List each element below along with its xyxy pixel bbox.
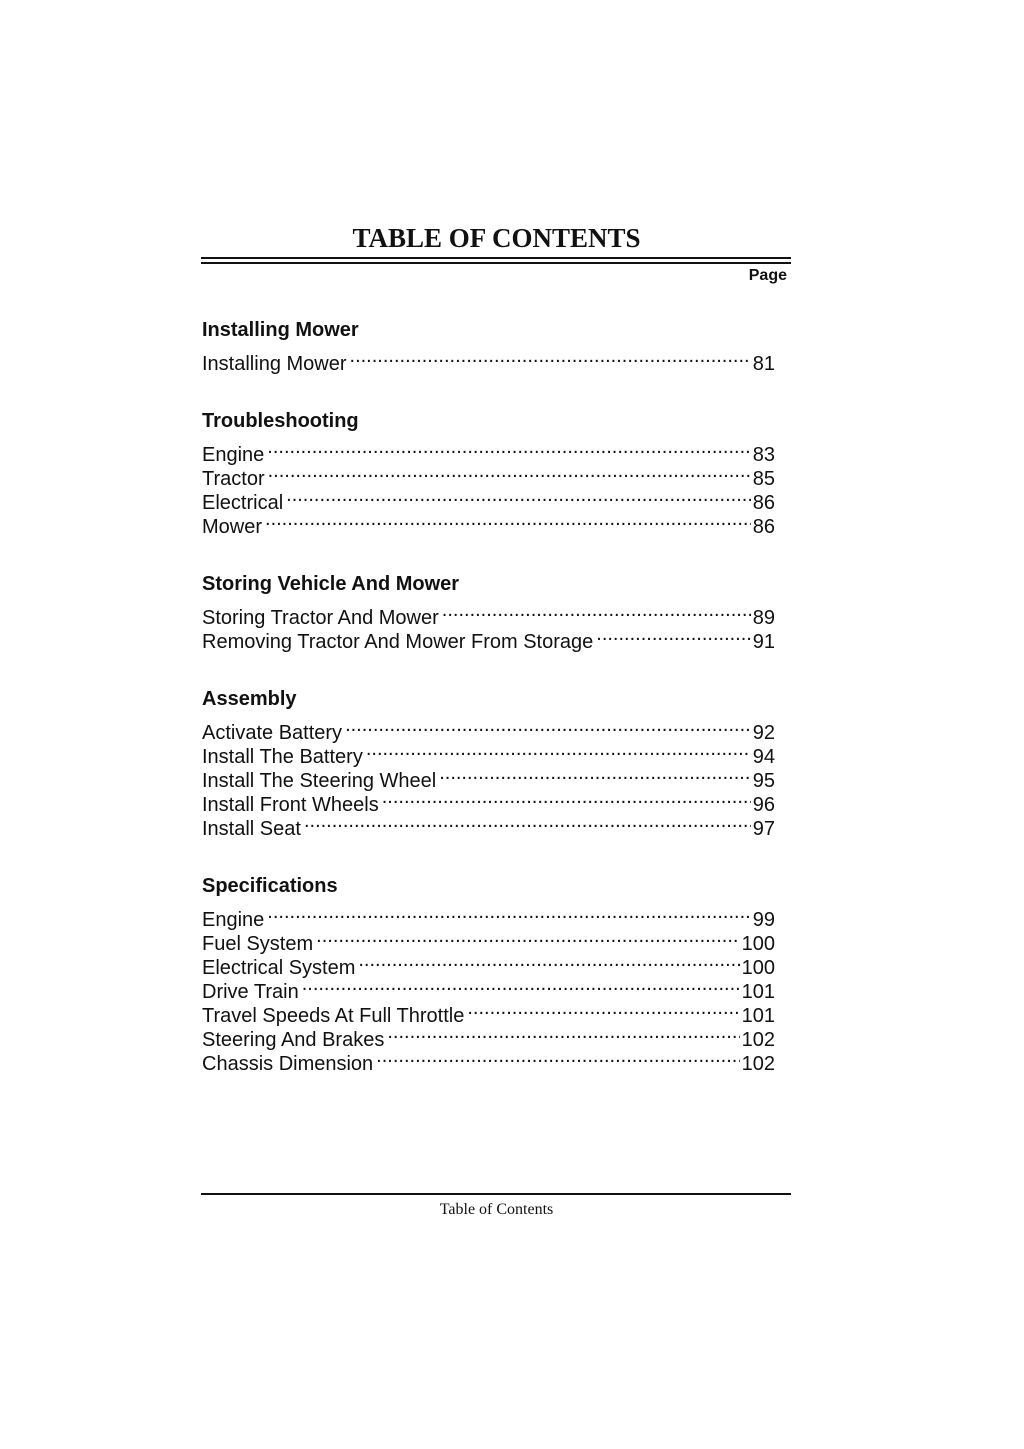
entry-page-number: 92 [752, 722, 775, 744]
dot-leader [302, 974, 740, 998]
section-heading: Installing Mower [202, 319, 359, 341]
toc-entry[interactable] [202, 346, 775, 375]
entry-page-number: 83 [752, 444, 775, 466]
entry-page-number: 102 [741, 1053, 775, 1075]
dot-leader [439, 763, 751, 787]
entry-label: Electrical [202, 492, 284, 514]
entry-page-number: 101 [741, 1005, 775, 1027]
entry-label: Electrical System [202, 957, 356, 979]
dot-leader [286, 485, 751, 509]
dot-leader [366, 739, 751, 763]
entry-label: Install Front Wheels [202, 794, 379, 816]
entry-page-number: 101 [741, 981, 775, 1003]
dot-leader [467, 998, 739, 1022]
toc-section [202, 683, 775, 840]
dot-leader [265, 509, 751, 533]
section-heading: Troubleshooting [202, 410, 359, 432]
entry-label: Tractor [202, 468, 265, 490]
entry-label: Storing Tractor And Mower [202, 607, 439, 629]
title-double-rule [201, 257, 791, 264]
dot-leader [304, 811, 751, 835]
toc-entry[interactable] [202, 485, 775, 514]
dot-leader [316, 926, 739, 950]
toc-list [202, 314, 775, 1105]
entry-page-number: 102 [741, 1029, 775, 1051]
entry-label: Mower [202, 516, 263, 538]
dot-leader [268, 461, 751, 485]
dot-leader [376, 1046, 739, 1070]
entry-label: Steering And Brakes [202, 1029, 385, 1051]
entry-page-number: 81 [752, 353, 775, 375]
toc-entry[interactable] [202, 461, 775, 490]
entry-page-number: 85 [752, 468, 775, 490]
entry-page-number: 100 [741, 957, 775, 979]
entry-page-number: 96 [752, 794, 775, 816]
dot-leader [350, 346, 751, 370]
toc-section [202, 870, 775, 1075]
dot-leader [387, 1022, 739, 1046]
entry-label: Removing Tractor And Mower From Storage [202, 631, 594, 653]
toc-section [202, 405, 775, 538]
dot-leader [596, 624, 750, 648]
page-column-label: Page [748, 267, 787, 284]
entry-page-number: 86 [752, 492, 775, 514]
section-heading: Assembly [202, 688, 297, 710]
entry-page-number: 94 [752, 746, 775, 768]
section-heading: Storing Vehicle And Mower [202, 573, 460, 595]
footer-rule [201, 1193, 791, 1195]
dot-leader [442, 600, 751, 624]
section-heading: Specifications [202, 875, 338, 897]
toc-section [202, 568, 775, 653]
entry-page-number: 86 [752, 516, 775, 538]
entry-label: Install Seat [202, 818, 301, 840]
toc-entry[interactable] [202, 437, 775, 466]
entry-page-number: 95 [752, 770, 775, 792]
entry-label: Travel Speeds At Full Throttle [202, 1005, 465, 1027]
dot-leader [358, 950, 739, 974]
entry-label: Engine [202, 444, 265, 466]
entry-label: Install The Battery [202, 746, 363, 768]
entry-label: Activate Battery [202, 722, 343, 744]
page-title: TABLE OF CONTENTS [352, 223, 641, 253]
toc-entry[interactable] [202, 715, 775, 744]
entry-page-number: 97 [752, 818, 775, 840]
entry-label: Engine [202, 909, 265, 931]
dot-leader [267, 437, 750, 461]
toc-entry[interactable] [202, 509, 775, 538]
entry-page-number: 91 [752, 631, 775, 653]
entry-label: Installing Mower [202, 353, 347, 375]
entry-page-number: 100 [741, 933, 775, 955]
entry-label: Install The Steering Wheel [202, 770, 437, 792]
entry-page-number: 89 [752, 607, 775, 629]
dot-leader [267, 902, 750, 926]
dot-leader [382, 787, 751, 811]
toc-entry[interactable] [202, 926, 775, 955]
dot-leader [345, 715, 751, 739]
footer-text: Table of Contents [439, 1201, 554, 1218]
toc-entry[interactable] [202, 902, 775, 931]
entry-page-number: 99 [752, 909, 775, 931]
toc-entry[interactable] [202, 600, 775, 629]
toc-section [202, 314, 775, 375]
entry-label: Fuel System [202, 933, 314, 955]
entry-label: Drive Train [202, 981, 299, 1003]
entry-label: Chassis Dimension [202, 1053, 374, 1075]
